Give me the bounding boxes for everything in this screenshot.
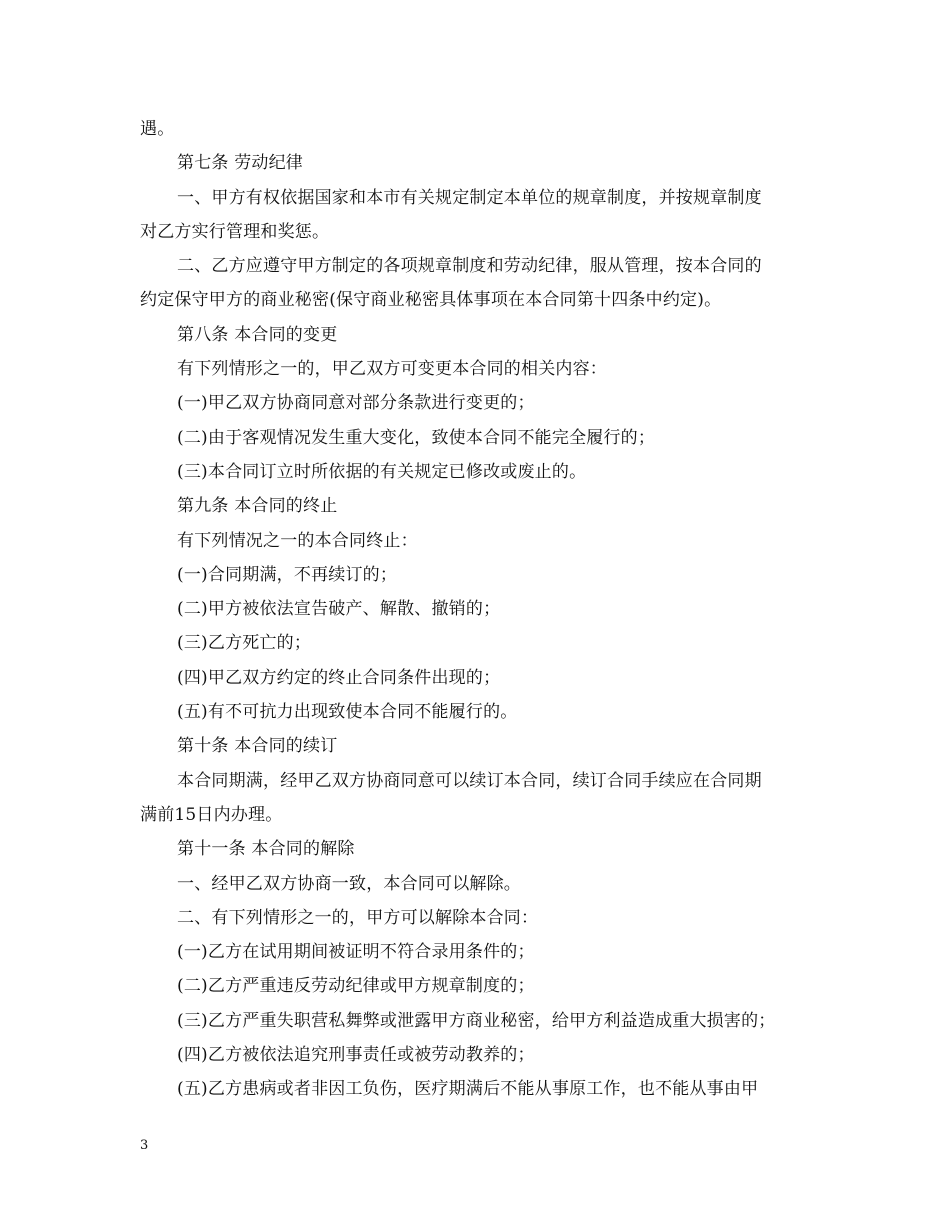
text-line: 对乙方实行管理和奖惩。	[140, 221, 330, 242]
text-line: 第七条 劳动纪律	[177, 153, 304, 174]
text-line: 第十一条 本合同的解除	[177, 839, 355, 860]
text-line: (一)甲乙双方协商同意对部分条款进行变更的；	[177, 393, 535, 414]
text-line: 第八条 本合同的变更	[177, 324, 338, 345]
text-line: (二)由于客观情况发生重大变化，致使本合同不能完全履行的；	[177, 427, 656, 448]
text-line: (四)乙方被依法追究刑事责任或被劳动教养的；	[177, 1045, 535, 1066]
page-number: 3	[140, 1138, 149, 1153]
contract-body-text	[140, 112, 820, 1107]
text-line: (三)乙方严重失职营私舞弊或泄露甲方商业秘密，给甲方利益造成重大损害的；	[177, 1010, 776, 1031]
text-line: 满前15日内办理。	[140, 804, 283, 825]
text-line: 一、经甲乙双方协商一致，本合同可以解除。	[177, 873, 521, 894]
text-line: 本合同期满，经甲乙双方协商同意可以续订本合同，续订合同手续应在合同期	[177, 770, 762, 791]
text-line: 第九条 本合同的终止	[177, 496, 338, 517]
text-line: (五)乙方患病或者非因工负伤，医疗期满后不能从事原工作，也不能从事由甲	[177, 1079, 759, 1100]
text-line: 一、甲方有权依据国家和本市有关规定制定本单位的规章制度，并按规章制度	[177, 187, 762, 208]
text-line: (三)本合同订立时所依据的有关规定已修改或废止的。	[177, 461, 587, 482]
text-line: (三)乙方死亡的；	[177, 633, 312, 654]
text-line: (一)合同期满，不再续订的；	[177, 564, 398, 585]
text-line: 有下列情况之一的本合同终止：	[177, 530, 418, 551]
text-line: (二)乙方严重违反劳动纪律或甲方规章制度的；	[177, 976, 535, 997]
text-line: (四)甲乙双方约定的终止合同条件出现的；	[177, 667, 501, 688]
text-line: 约定保守甲方的商业秘密(保守商业秘密具体事项在本合同第十四条中约定)。	[140, 290, 722, 311]
text-line: 有下列情形之一的，甲乙双方可变更本合同的相关内容：	[177, 359, 607, 380]
text-line: 二、乙方应遵守甲方制定的各项规章制度和劳动纪律，服从管理，按本合同的	[177, 256, 762, 277]
text-line: (一)乙方在试用期间被证明不符合录用条件的；	[177, 942, 535, 963]
text-line: (二)甲方被依法宣告破产、解散、撤销的；	[177, 599, 501, 620]
text-line: (五)有不可抗力出现致使本合同不能履行的。	[177, 702, 518, 723]
text-line: 二、有下列情形之一的，甲方可以解除本合同：	[177, 907, 539, 928]
text-line: 遇。	[140, 119, 175, 139]
text-line: 第十条 本合同的续订	[177, 736, 338, 757]
